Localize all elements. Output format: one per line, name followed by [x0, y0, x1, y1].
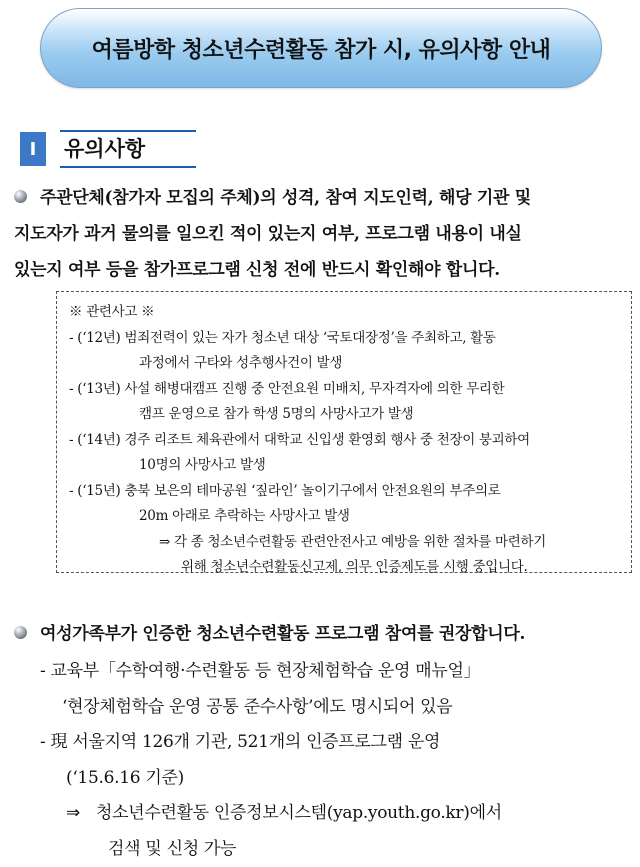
bullet-paragraph-1 [14, 180, 632, 288]
section-number: Ⅰ [20, 132, 46, 166]
sublist-item-3-text: 청소년수련활동 인증정보시스템(yap.youth.go.kr)에서 [96, 803, 502, 823]
section-title: 유의사항 [60, 130, 196, 168]
bullet1-line-1: 주관단체(참가자 모집의 주체)의 성격, 참여 지도인력, 해당 기관 및 [40, 180, 632, 216]
incident-2-line-2: 캠프 운영으로 참가 학생 5명의 사망사고가 발생 [69, 402, 619, 428]
title-banner [40, 8, 602, 88]
page-title: 여름방학 청소년수련활동 참가 시, 유의사항 안내 [92, 33, 551, 64]
incident-1-line-2: 과정에서 구타와 성추행사건이 발생 [69, 351, 619, 377]
bullet-icon [14, 626, 27, 639]
related-incidents-box [56, 291, 632, 573]
bullet-paragraph-2 [14, 616, 632, 652]
incident-1-line-1: - (‘12년) 범죄전력이 있는 자가 청소년 대상 ‘국토대장정’을 주최하고, 활동 [69, 326, 619, 352]
incident-4-line-2: 20m 아래로 추락하는 사망사고 발생 [69, 504, 619, 530]
sublist-item-3-line-1 [40, 796, 635, 832]
sublist-item-2-line-2: (‘15.6.16 기준) [40, 761, 635, 797]
incident-3-line-2: 10명의 사망사고 발생 [69, 453, 619, 479]
sublist-item-3-line-2: 검색 및 신청 가능 [40, 832, 635, 867]
incidents-header: ※ 관련사고 ※ [69, 300, 619, 326]
bullet1-line-2: 지도자가 과거 물의를 일으킨 적이 있는지 여부, 프로그램 내용이 내실 [14, 216, 632, 252]
incidents-note-line-2: 위해 청소년수련활동신고제, 의무 인증제도를 시행 중입니다. [69, 555, 619, 581]
incident-2-line-1: - (‘13년) 사설 해병대캠프 진행 중 안전요원 미배치, 무자격자에 의한 무리한 [69, 377, 619, 403]
bullet2-text: 여성가족부가 인증한 청소년수련활동 프로그램 참여를 권장합니다. [40, 616, 632, 652]
incident-4-line-1: - (‘15년) 충북 보은의 테마공원 ‘짚라인’ 놀이기구에서 안전요원의 부주의로 [69, 479, 619, 505]
incident-3-line-1: - (‘14년) 경주 리조트 체육관에서 대학교 신입생 환영회 행사 중 천장이 붕괴하여 [69, 428, 619, 454]
sublist-item-1-line-1: - 교육부「수학여행·수련활동 등 현장체험학습 운영 매뉴얼」 [40, 654, 635, 690]
sublist-item-2-line-1: - 現 서울지역 126개 기관, 521개의 인증프로그램 운영 [40, 725, 635, 761]
recommendation-sublist [40, 654, 635, 867]
sublist-item-1-line-2: ‘현장체험학습 운영 공통 준수사항’에도 명시되어 있음 [40, 690, 635, 726]
bullet-icon [14, 190, 27, 203]
bullet1-line-3: 있는지 여부 등을 참가프로그램 신청 전에 반드시 확인해야 합니다. [14, 252, 632, 288]
section-header [20, 131, 196, 167]
arrow-icon: ⇒ [66, 803, 80, 823]
incidents-note-line-1: ⇒ 각 종 청소년수련활동 관련안전사고 예방을 위한 절차를 마련하기 [69, 530, 619, 556]
